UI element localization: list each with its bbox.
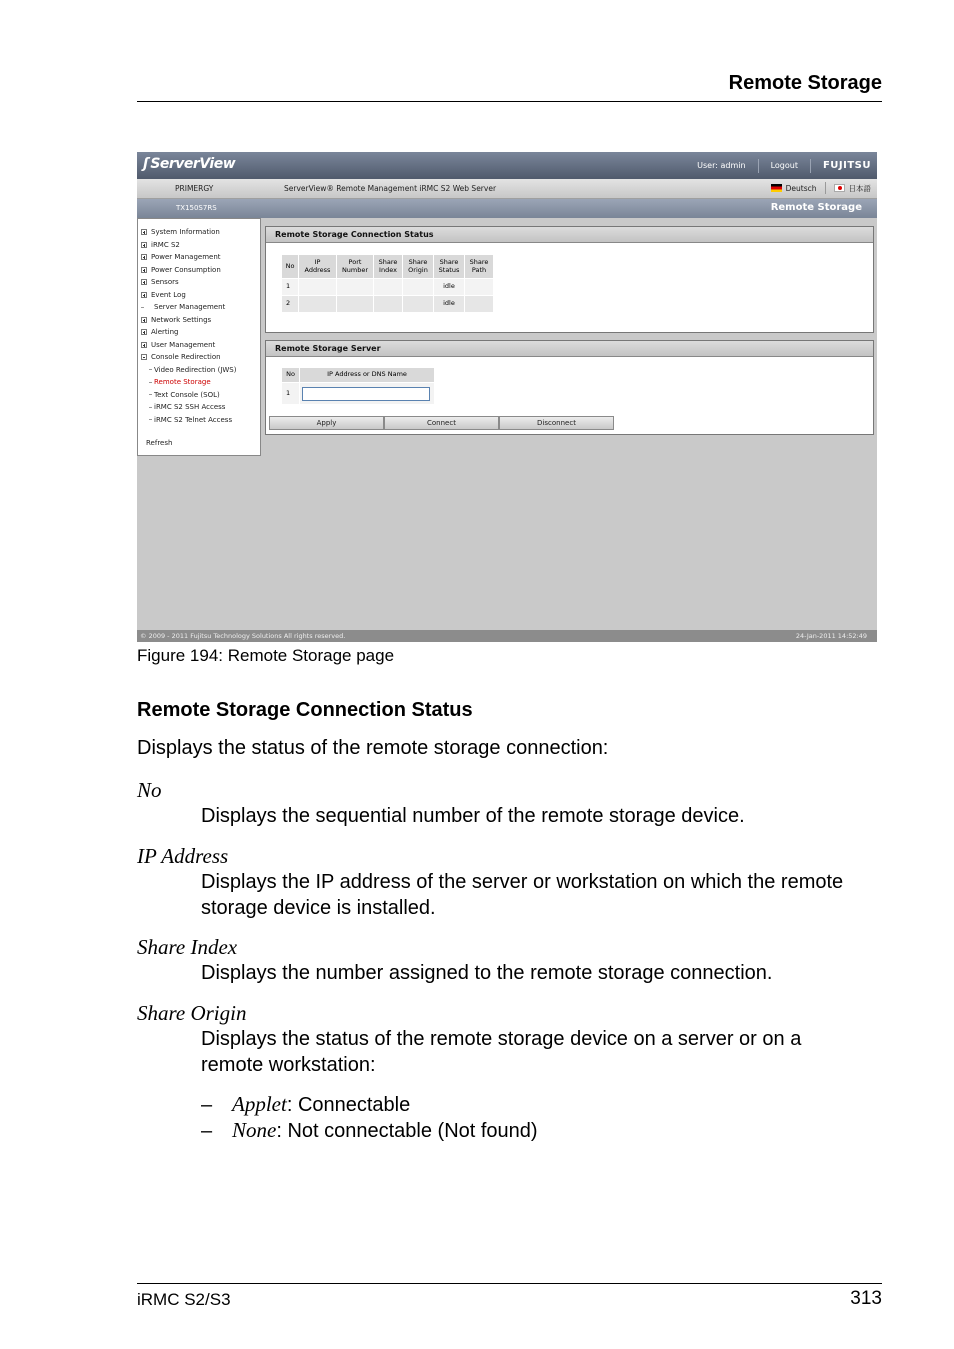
sidebar-item-console-redirection[interactable]	[141, 351, 221, 363]
sidebar-item-user-management[interactable]	[141, 339, 215, 351]
sidebar-item-label: Power Consumption	[151, 265, 221, 274]
col-no: No	[282, 368, 300, 383]
expand-icon[interactable]	[141, 267, 147, 273]
list-term: Applet	[232, 1092, 287, 1116]
col-no: No	[282, 255, 299, 279]
sidebar-item-label: Video Redirection (JWS)	[154, 365, 237, 374]
sidebar-nav	[137, 218, 261, 456]
sidebar-item-power-management[interactable]	[141, 251, 221, 263]
list-dash: –	[201, 1094, 213, 1116]
col-share-origin: Share Origin	[403, 255, 434, 279]
term-share-origin: Share Origin	[137, 1001, 247, 1025]
disconnect-button[interactable]: Disconnect	[499, 416, 614, 430]
user-label: User: admin	[697, 161, 746, 170]
list-item	[201, 1118, 538, 1143]
table-row	[282, 296, 494, 313]
table-header-row	[282, 368, 435, 383]
sidebar-item-label: Server Management	[154, 303, 226, 311]
sidebar-item-text-console[interactable]	[149, 389, 220, 401]
col-port-number: Port Number	[337, 255, 374, 279]
footer-rule	[137, 1283, 882, 1284]
logo-mark-icon: ʃ	[143, 156, 149, 172]
sidebar-item-label: Text Console (SOL)	[154, 390, 220, 399]
user-bar	[685, 152, 877, 179]
screenshot-footer	[137, 630, 877, 642]
cell-no: 2	[282, 296, 299, 313]
term-ip-address: IP Address	[137, 844, 229, 868]
remote-storage-screenshot	[137, 152, 877, 642]
serverview-logo	[143, 156, 235, 172]
panel-title: Remote Storage Connection Status	[266, 227, 873, 243]
sidebar-item-power-consumption[interactable]	[141, 264, 221, 276]
sidebar-item-label: Console Redirection	[151, 353, 221, 361]
expand-icon[interactable]	[141, 292, 147, 298]
sidebar-item-telnet-access[interactable]	[149, 414, 232, 426]
copyright-text: © 2009 - 2011 Fujitsu Technology Solutions All rights reserved.	[140, 632, 346, 640]
sidebar-item-alerting[interactable]	[141, 326, 179, 338]
collapse-icon[interactable]	[141, 354, 147, 360]
server-type: PRIMERGY	[175, 184, 214, 193]
page-title: Remote Storage	[770, 202, 862, 213]
storage-server-panel	[265, 340, 874, 435]
table-row	[282, 383, 435, 405]
panel-title: Remote Storage Server	[266, 341, 873, 357]
storage-server-table	[281, 367, 435, 405]
host-name: TX150S7RS	[176, 204, 217, 212]
language-switcher	[771, 182, 871, 194]
apply-button[interactable]: Apply	[269, 416, 384, 430]
section-heading: Remote Storage Connection Status	[137, 699, 473, 721]
button-row	[269, 416, 614, 430]
term-no: No	[137, 778, 162, 802]
sidebar-item-network-settings[interactable]	[141, 314, 211, 326]
logout-link[interactable]: Logout	[770, 161, 798, 170]
refresh-link[interactable]: Refresh	[146, 439, 173, 447]
table-header-row	[282, 255, 494, 279]
definition-share-origin: Displays the status of the remote storage device on a server or on a remote workstation:	[201, 1028, 802, 1076]
sidebar-item-system-information[interactable]	[141, 226, 220, 238]
expand-icon[interactable]	[141, 229, 147, 235]
sidebar-item-ssh-access[interactable]	[149, 401, 225, 413]
col-ip-or-dns: IP Address or DNS Name	[300, 368, 435, 383]
sidebar-item-label: iRMC S2 Telnet Access	[154, 415, 233, 424]
datetime-text: 24-Jan-2011 14:52:49	[795, 632, 867, 640]
fujitsu-logo: FUJITSU	[822, 160, 871, 171]
sidebar-item-irmc-s2[interactable]	[141, 239, 180, 251]
lang-japanese-link[interactable]: 日本語	[848, 183, 871, 193]
document-name: iRMC S2/S3	[137, 1290, 231, 1309]
connection-status-table	[281, 254, 494, 313]
sidebar-item-label: System Information	[151, 228, 220, 236]
definition-no: Displays the sequential number of the remote storage device.	[201, 805, 745, 827]
cell-share-status: idle	[434, 296, 465, 313]
table-row	[282, 279, 494, 296]
list-text: : Not connectable (Not found)	[276, 1120, 538, 1142]
col-ip-address: IP Address	[299, 255, 337, 279]
list-text: : Connectable	[286, 1094, 411, 1116]
cell-share-status: idle	[434, 279, 465, 296]
col-share-path: Share Path	[465, 255, 494, 279]
figure-caption: Figure 194: Remote Storage page	[137, 646, 395, 665]
definition-share-index: Displays the number assigned to the remote storage connection.	[201, 962, 773, 984]
intro-paragraph: Displays the status of the remote storage connection:	[137, 737, 609, 759]
connection-status-panel	[265, 226, 874, 333]
connect-button[interactable]: Connect	[384, 416, 499, 430]
sidebar-item-label: iRMC S2	[151, 240, 180, 249]
sidebar-item-sensors[interactable]	[141, 276, 179, 288]
context-bar	[137, 199, 877, 218]
app-title: ServerView® Remote Management iRMC S2 Web Server	[284, 184, 497, 193]
sidebar-item-label: Remote Storage	[154, 378, 211, 386]
sidebar-item-label: Event Log	[151, 290, 186, 299]
lang-deutsch-link[interactable]: Deutsch	[785, 183, 817, 193]
sidebar-item-event-log[interactable]	[141, 289, 186, 301]
expand-icon[interactable]	[141, 279, 147, 285]
japanese-flag-icon[interactable]	[834, 184, 845, 192]
sidebar-item-label: Alerting	[151, 328, 179, 336]
sidebar-item-label: Network Settings	[151, 315, 212, 324]
title-bar	[137, 179, 877, 199]
german-flag-icon[interactable]	[771, 184, 782, 192]
expand-icon[interactable]	[141, 317, 147, 323]
list-item	[201, 1092, 410, 1117]
definition-ip-address: Displays the IP address of the server or workstation on which the remote storage device is installed.	[201, 871, 844, 919]
sidebar-item-server-management[interactable]	[141, 301, 225, 313]
header-rule	[137, 101, 882, 102]
sidebar-item-remote-storage[interactable]	[149, 376, 211, 388]
divider	[825, 182, 826, 194]
col-share-index: Share Index	[374, 255, 403, 279]
page-number: 313	[850, 1288, 882, 1309]
top-bar	[137, 152, 877, 179]
sidebar-item-video-redirection[interactable]	[149, 364, 237, 376]
term-share-index: Share Index	[137, 935, 238, 959]
cell-no: 1	[282, 383, 300, 405]
expand-icon[interactable]	[141, 342, 147, 348]
sidebar-item-label: Sensors	[151, 278, 179, 286]
running-title: Remote Storage	[728, 72, 882, 94]
list-term: None	[232, 1118, 277, 1142]
ip-address-input[interactable]	[302, 387, 430, 401]
logo-text: ServerView	[150, 156, 236, 172]
sidebar-item-label: User Management	[151, 340, 216, 349]
sidebar-item-label: Power Management	[151, 253, 221, 261]
sidebar-item-label: iRMC S2 SSH Access	[154, 403, 226, 411]
cell-no: 1	[282, 279, 299, 296]
expand-icon[interactable]	[141, 329, 147, 335]
list-dash: –	[201, 1120, 213, 1142]
expand-icon[interactable]	[141, 254, 147, 260]
expand-icon[interactable]	[141, 242, 147, 248]
col-share-status: Share Status	[434, 255, 465, 279]
